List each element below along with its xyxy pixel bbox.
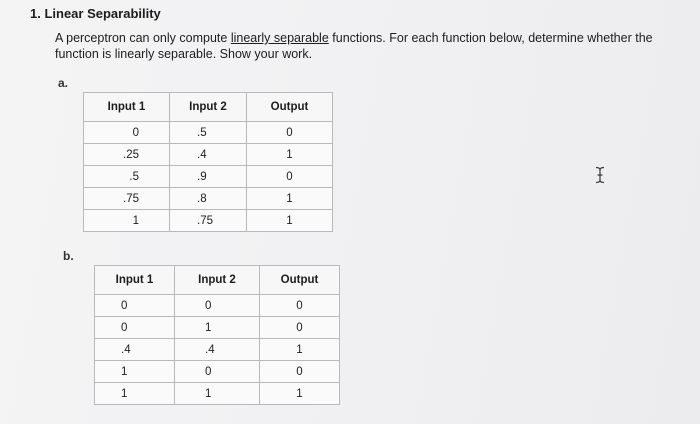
header-input-1: Input 1 [84, 93, 170, 122]
cell-output: 0 [260, 361, 340, 383]
table-header-row [95, 266, 340, 295]
table-row [95, 361, 340, 383]
cell-input-2: .5 [170, 122, 247, 144]
table-row [95, 317, 340, 339]
text-cursor-icon [593, 166, 607, 184]
table-row [84, 188, 333, 210]
cell-output: 1 [247, 210, 333, 232]
cell-output: 1 [247, 144, 333, 166]
part-b-label: b. [63, 249, 74, 263]
cell-input-1: .4 [95, 339, 175, 361]
cell-input-1: 0 [95, 317, 175, 339]
table-row [95, 339, 340, 361]
cell-output: 0 [247, 166, 333, 188]
truth-table-b [94, 265, 340, 405]
cell-input-1: .25 [84, 144, 170, 166]
question-prompt [55, 30, 665, 62]
cell-input-2: 1 [175, 317, 260, 339]
cell-input-2: .75 [170, 210, 247, 232]
prompt-text-end: functions. For each function below, determine whether the function is linearly separable. Show your work. [55, 31, 653, 61]
cell-output: 0 [260, 295, 340, 317]
cell-input-1: 1 [95, 361, 175, 383]
cell-output: 1 [260, 383, 340, 405]
cell-output: 0 [260, 317, 340, 339]
header-output: Output [247, 93, 333, 122]
cell-input-1: 0 [84, 122, 170, 144]
header-input-2: Input 2 [175, 266, 260, 295]
cell-input-1: 0 [95, 295, 175, 317]
cell-output: 1 [260, 339, 340, 361]
cell-input-1: .5 [84, 166, 170, 188]
table-row [84, 122, 333, 144]
cell-input-2: 0 [175, 295, 260, 317]
header-input-1: Input 1 [95, 266, 175, 295]
table-row [84, 166, 333, 188]
cell-input-2: .4 [170, 144, 247, 166]
cell-input-2: .9 [170, 166, 247, 188]
cell-output: 0 [247, 122, 333, 144]
question-heading: 1. Linear Separability [30, 6, 161, 21]
part-a-label: a. [58, 76, 69, 90]
cell-input-2: 0 [175, 361, 260, 383]
prompt-text-start: A perceptron can only compute [55, 31, 231, 45]
table-row [84, 210, 333, 232]
cell-input-2: .4 [175, 339, 260, 361]
cell-input-1: 1 [84, 210, 170, 232]
table-row [95, 295, 340, 317]
table-row [84, 144, 333, 166]
table-header-row [84, 93, 333, 122]
cell-input-1: 1 [95, 383, 175, 405]
cell-input-2: .8 [170, 188, 247, 210]
cell-output: 1 [247, 188, 333, 210]
truth-table-a [83, 92, 333, 232]
linearly-separable-term: linearly separable [230, 31, 329, 45]
cell-input-1: .75 [84, 188, 170, 210]
cell-input-2: 1 [175, 383, 260, 405]
table-row [95, 383, 340, 405]
header-output: Output [260, 266, 340, 295]
header-input-2: Input 2 [170, 93, 247, 122]
